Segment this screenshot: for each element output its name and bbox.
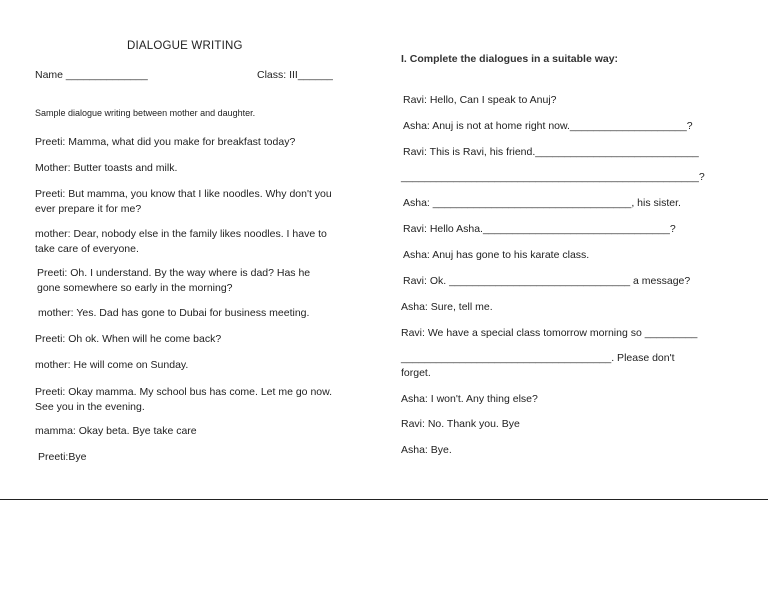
exercise-line: Ravi: No. Thank you. Bye <box>401 418 520 430</box>
exercise-line: Asha: Sure, tell me. <box>401 301 493 313</box>
exercise-line: ___________________________________________________? <box>401 171 705 183</box>
page-title: DIALOGUE WRITING <box>127 40 243 52</box>
class-field: Class: III______ <box>257 69 333 81</box>
intro-text: Sample dialogue writing between mother and daughter. <box>35 108 256 118</box>
sample-line: mother: Dear, nobody else in the family likes noodles. I have to take care of everyone. <box>35 228 327 255</box>
sample-line: Preeti: Oh. I understand. By the way where is dad? Has he gone somewhere so early in the morning? <box>37 267 311 294</box>
sample-line: mother: Yes. Dad has gone to Dubai for business meeting. <box>38 307 310 319</box>
exercise-heading: I. Complete the dialogues in a suitable way: <box>401 53 619 65</box>
exercise-line: Ravi: Hello, Can I speak to Anuj? <box>403 94 557 106</box>
exercise-line: Ravi: Ok. _______________________________ a message? <box>403 275 691 287</box>
sample-line: Preeti: Okay mamma. My school bus has come. Let me go now. See you in the evening. <box>35 386 333 413</box>
sample-line: Preeti: But mamma, you know that I like noodles. Why don't you ever prepare it for me? <box>35 188 332 215</box>
exercise-line: ____________________________________. Please don't forget. <box>401 352 675 379</box>
sample-line: mother: He will come on Sunday. <box>35 359 189 371</box>
exercise-line: Ravi: We have a special class tomorrow morning so _________ <box>401 327 698 339</box>
page-divider <box>0 499 768 500</box>
sample-line: mamma: Okay beta. Bye take care <box>35 425 197 437</box>
sample-line: Preeti: Oh ok. When will he come back? <box>35 333 222 345</box>
exercise-line: Asha: Anuj is not at home right now.____________________? <box>403 120 693 132</box>
exercise-line: Asha: Bye. <box>401 444 452 456</box>
sample-line: Preeti:Bye <box>38 451 87 463</box>
sample-line: Mother: Butter toasts and milk. <box>35 162 178 174</box>
exercise-line: Asha: __________________________________, his sister. <box>403 197 681 209</box>
exercise-line: Asha: I won't. Any thing else? <box>401 393 538 405</box>
exercise-line: Ravi: Hello Asha.________________________________? <box>403 223 676 235</box>
exercise-line: Asha: Anuj has gone to his karate class. <box>403 249 590 261</box>
name-field: Name ______________ <box>35 69 148 81</box>
exercise-line: Ravi: This is Ravi, his friend.____________________________ <box>403 146 699 158</box>
sample-line: Preeti: Mamma, what did you make for breakfast today? <box>35 136 296 148</box>
